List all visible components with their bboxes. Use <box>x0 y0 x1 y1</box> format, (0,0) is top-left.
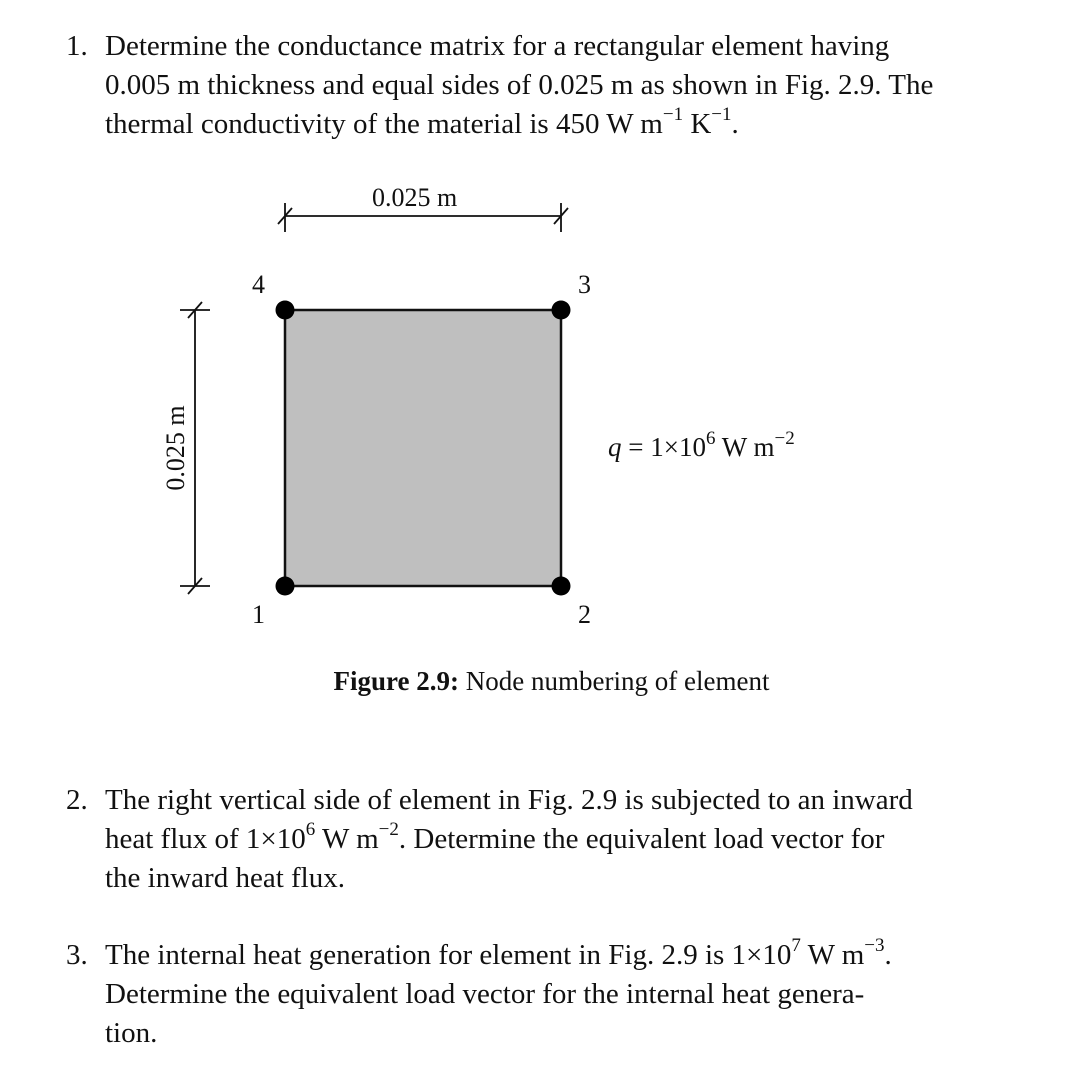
problem-line: Determine the equivalent load vector for the internal heat genera- <box>105 978 865 1010</box>
top-dimension-label: 0.025 m <box>372 183 458 212</box>
square-element <box>285 310 561 586</box>
heat-flux-label: $q = 1\times 10^6$ W $m^{-2}$ <box>608 428 795 462</box>
problem-text <box>105 781 996 898</box>
problem-2 <box>66 781 996 898</box>
problem-line: The internal heat generation for element in Fig. 2.9 is $1\times 10^7$ W $m^{-3}$. <box>105 935 892 971</box>
problem-line: tion. <box>105 1017 158 1049</box>
node-2-dot <box>552 577 571 596</box>
node-label-4: 4 <box>252 270 265 299</box>
node-4-dot <box>276 301 295 320</box>
problem-line: Determine the conductance matrix for a rectangular element having <box>105 30 890 62</box>
problem-line: 0.005 m thickness and equal sides of 0.025 m as shown in Fig. 2.9. The <box>105 69 934 101</box>
problem-line: heat flux of $1\times 10^6$ W $m^{-2}$. Determine the equivalent load vector for <box>105 819 885 855</box>
problem-3 <box>66 936 996 1053</box>
problem-number: 2. <box>66 784 88 816</box>
left-dimension-label: 0.025 m <box>161 405 190 491</box>
problem-number: 1. <box>66 30 88 62</box>
node-label-3: 3 <box>578 270 591 299</box>
node-3-dot <box>552 301 571 320</box>
problem-text <box>105 936 996 1053</box>
node-label-2: 2 <box>578 600 591 629</box>
problem-line: The right vertical side of element in Fig. 2.9 is subjected to an inward <box>105 784 913 816</box>
problem-number: 3. <box>66 939 88 971</box>
node-label-1: 1 <box>252 600 265 629</box>
problem-line: the inward heat flux. <box>105 862 345 894</box>
figure-caption: Figure 2.9: Node numbering of element <box>333 666 770 696</box>
problem-line: thermal conductivity of the material is 450 W $m^{-1}$ $K^{-1}$. <box>105 104 739 140</box>
node-1-dot <box>276 577 295 596</box>
